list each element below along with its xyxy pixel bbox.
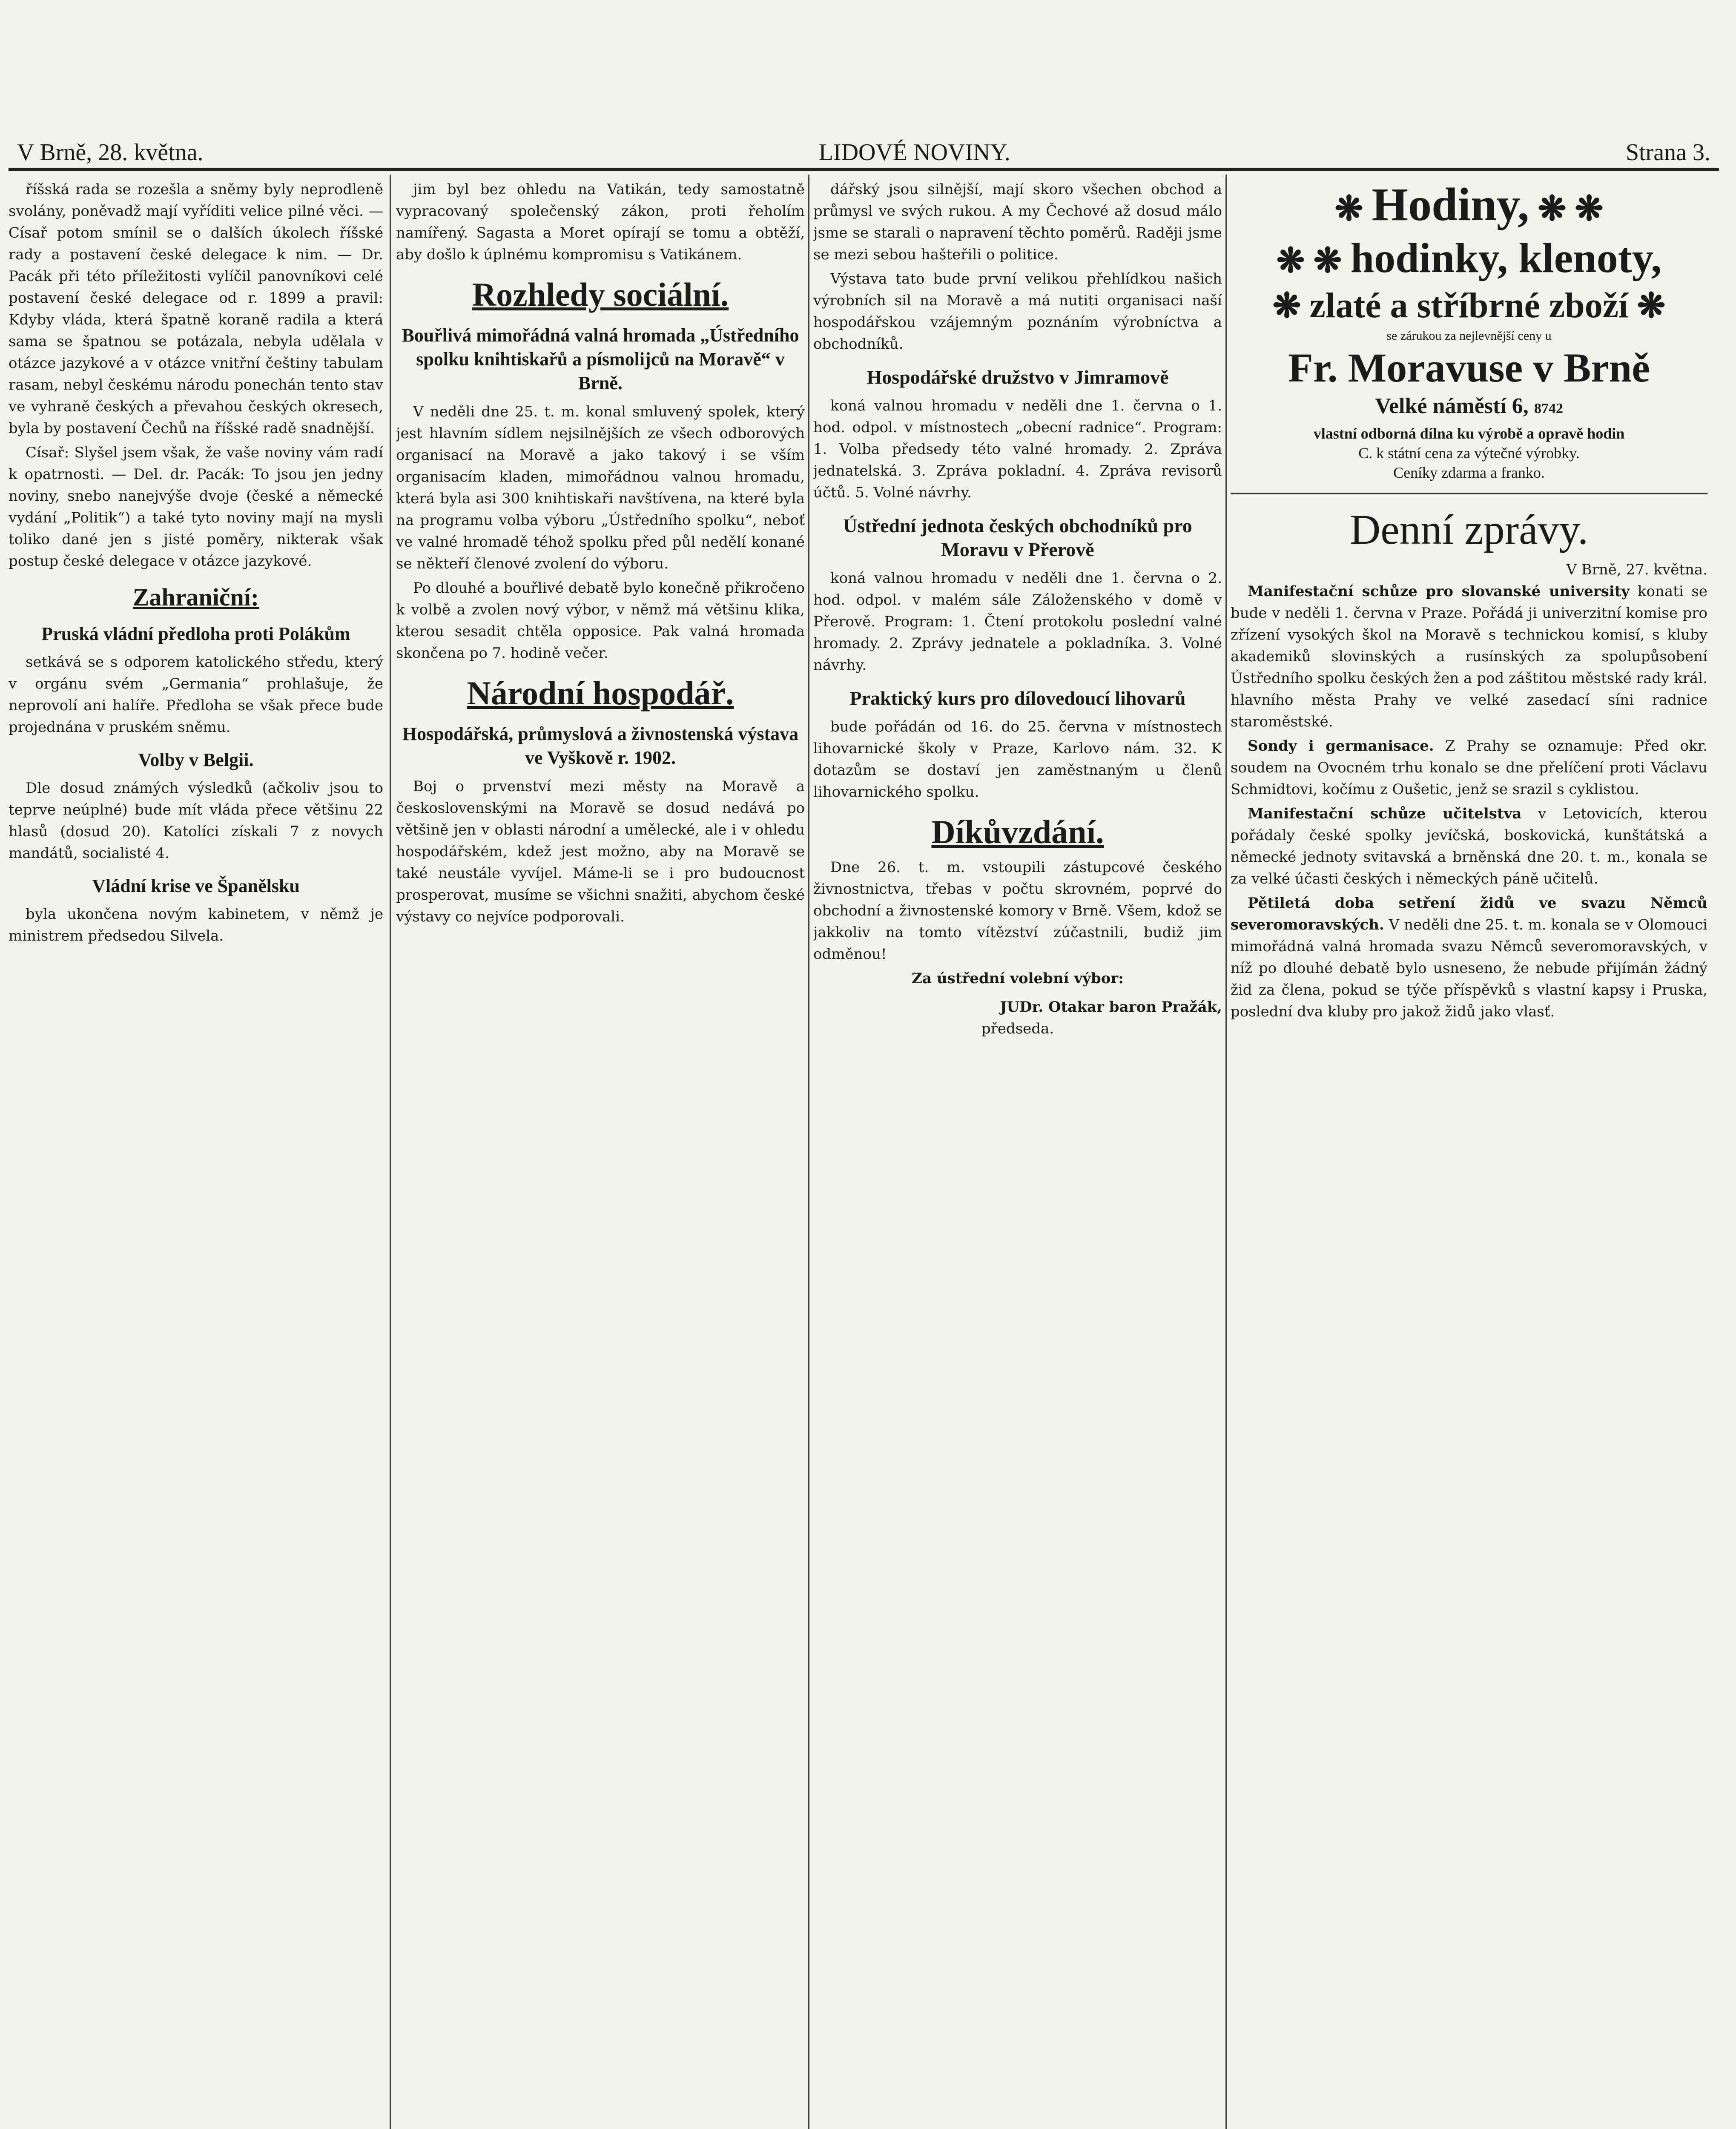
article-headline: Vládní krise ve Španělsku bbox=[92, 875, 300, 896]
article-text: v Letovicích, kterou pořádaly české spolky jevíčská, boskovická, kunštátská a německé jednoty svitavská a brněnská dne 20. t. m., konala se za velké účasti českých i německých páně učitelů. bbox=[1231, 805, 1707, 887]
header-date: V Brně, 28. května. bbox=[17, 139, 204, 166]
ad-headline: hodinky, klenoty, bbox=[1350, 234, 1662, 281]
article-text: V neděli dne 25. t. m. konal smluvený spolek, který jest hlavním sídlem nejsilnějších ze všech odborových organisací na Moravě a jako takový i se vším organisacím kladen, mimořádnou valnou hromadu, která byla asi 300 knihtiskaři navštívena, na které byla na programu volba výboru „Ústředního spolku“, neboť ve valné hromadě téhož spolku před půl nedělí konané se někteří členové zvolení do výboru. bbox=[396, 403, 805, 572]
column-2 bbox=[396, 179, 805, 2129]
column-3 bbox=[813, 179, 1222, 2129]
article-headline: Praktický kurs pro dílovedoucí lihovarů bbox=[849, 687, 1186, 709]
masthead-title: LIDOVÉ NOVINY. bbox=[818, 139, 1010, 166]
article-text: Boj o prvenství mezi městy na Moravě a československými na Moravě se dosud nedává po většině jen v oblasti národní a umělecké, ale i v ohledu hospodářském, kdež jest možno, aby na Moravě se také neustále vyvíjel. Máme-li se i pro budoucnost prosperovat, musíme se všichni snažiti, abychom české výstavy co nejvíce podporovali. bbox=[396, 778, 805, 925]
article-headline: Hospodářská, průmyslová a živnostenská výstava ve Vyškově r. 1902. bbox=[402, 723, 799, 768]
article-text: bude pořádán od 16. do 25. června v místnostech lihovarnické školy v Praze, Karlovo nám. 32. K dotazům se dostaví jen zaměstnaným u členů lihovarnického spolku. bbox=[813, 718, 1222, 801]
advertisement bbox=[1231, 179, 1707, 494]
news-headline: Sondy i germanisace. bbox=[1248, 737, 1434, 755]
signature-role: předseda. bbox=[981, 1020, 1054, 1037]
news-headline: Manifestační schůze pro slovanské university bbox=[1248, 583, 1630, 600]
article-headline: Bouřlivá mimořádná valná hromada „Ústředního spolku knihtiskařů a písmolijců na Moravě“ v Brně. bbox=[402, 325, 799, 393]
article-headline: Ústřední jednota českých obchodníků pro Moravu v Přerově bbox=[843, 515, 1192, 560]
column-divider bbox=[390, 175, 391, 2129]
column-1 bbox=[9, 179, 383, 2129]
article-text: byla ukončena novým kabinetem, v němž je ministrem předsedou Silvela. bbox=[9, 906, 383, 944]
article-text: Dle dosud známých výsledků (ačkoliv jsou to teprve neúplné) bude mít vláda přece většinu 22 hlasů (dosud 20). Katolíci získali 7 z novych mandátů, socialisté 4. bbox=[9, 780, 383, 862]
signature-name: JUDr. Otakar baron Pražák, bbox=[1000, 999, 1222, 1016]
section-heading: Národní hospodář. bbox=[467, 674, 734, 712]
ad-text: Ceníky zdarma a franko. bbox=[1393, 464, 1545, 481]
article-text: koná valnou hromadu v neděli dne 1. června o 1. hod. odpol. v místnostech „obecní radnice“. Program: 1. Volba předsedy této valné hromady. 2. Zpráva jednatelská. 3. Zpráva pokladní. 4. Zpráva revisorů účtů. 5. Volné návrhy. bbox=[813, 397, 1222, 501]
ad-headline: zlaté a stříbrné zboží bbox=[1309, 286, 1629, 325]
ad-headline: Hodiny, bbox=[1372, 179, 1529, 230]
article-text: Z Prahy se oznamuje: Před okr. soudem na Ovocném trhu konalo se dne přelíčení proti Václavu Schmidtovi, kočímu z Oušetic, jenž se srazil s cyklistou. bbox=[1231, 737, 1707, 798]
section-heading: Denní zprávy. bbox=[1350, 506, 1588, 553]
star-ornament-icon: ❋ bbox=[1272, 287, 1310, 325]
page-number: Strana 3. bbox=[1625, 139, 1710, 166]
star-ornament-icon: ❋ bbox=[1628, 287, 1666, 325]
ad-company-name: Fr. Moravuse v Brně bbox=[1288, 345, 1650, 390]
article-text: Císař: Slyšel jsem však, že vaše noviny vám radí k opatrnosti. — Del. dr. Pacák: To jsou jen jedny noviny, snebo nanejvýše dvoje (české a německé vydání „Politik“) a také tyto noviny mají na mysli toliko dané jen s jisté poměry, nikterak však postup české delegace v otázce jazykové. bbox=[9, 444, 383, 570]
article-headline: Volby v Belgii. bbox=[138, 749, 254, 770]
article-text: setkává se s odporem katolického středu, který v orgánu svém „Germania“ prohlašuje, že neprovolí ani halíře. Předloha se však přece bude projednána v pruském sněmu. bbox=[9, 654, 383, 736]
article-text: dářský jsou silnější, mají skoro všechen obchod a průmysl ve svých rukou. A my Čechové až dosud málo jsme se starali o napravení těchto poměrů. Raději jsme se mezi sebou hašteřili o politice. bbox=[813, 181, 1222, 263]
article-text: Po dlouhé a bouřlivé debatě bylo konečně přikročeno k volbě a zvolen nový výbor, v němž má většinu klika, kterou sesadit chtěla opposice. Pak valná hromada skončena po 7. hodině večer. bbox=[396, 580, 805, 662]
page-header bbox=[17, 128, 1710, 166]
article-text: konati se bude v neděli 1. června v Praze. Pořádá ji univerzitní komise pro zřízení vysokých škol na Moravě s technickou komisí, s kluby akademiků slovinských a rusínských za spolupůsobení Ústředního spolku českých žen a pod záštitou městské rady král. hlavního města Prahy ve velké zasedací síni radnice staroměstské. bbox=[1231, 583, 1707, 730]
ad-text: vlastní odborná dílna ku výrobě a opravě hodin bbox=[1313, 425, 1625, 442]
ad-text: se zárukou za nejlevnější ceny u bbox=[1386, 329, 1552, 343]
dateline: V Brně, 27. května. bbox=[1566, 561, 1707, 578]
article-headline: Hospodářské družstvo v Jimramově bbox=[867, 366, 1169, 388]
star-ornament-icon: ❋ bbox=[1334, 190, 1372, 228]
star-ornament-icon: ❋ ❋ bbox=[1529, 190, 1604, 228]
section-heading: Zahraniční: bbox=[132, 583, 259, 611]
news-headline: Pětiletá doba setření židů ve svazu Němců severomoravských. bbox=[1231, 895, 1707, 933]
news-headline: Manifestační schůze učitelstva bbox=[1248, 805, 1522, 822]
signature-intro: Za ústřední volební výbor: bbox=[912, 970, 1124, 987]
column-divider bbox=[1225, 175, 1227, 2129]
article-text: Dne 26. t. m. vstoupili zástupcové českého živnostnictva, třebas v počtu skrovném, poprvé do obchodní a živnostenské komory v Brně. Všem, kdož se jakkoliv na tomto vítězství zúčastnili, budiž jim odměnou! bbox=[813, 859, 1222, 963]
header-rule bbox=[9, 168, 1719, 171]
article-text: jim byl bez ohledu na Vatikán, tedy samostatně vypracovaný společenský zákon, proti řeholím namířený. Sagasta a Moret opírají se tomu a obtěží, aby došlo k úplnému kompromisu s Vatikánem. bbox=[396, 181, 805, 263]
column-divider bbox=[808, 175, 809, 2129]
ad-number: 8742 bbox=[1534, 401, 1563, 416]
article-text: koná valnou hromadu v neděli dne 1. června o 2. hod. odpol. v malém sále Záloženského v domě v Přerově. Program: 1. Čtení protokolu poslední valné hromady. 2. Zprávy jednatele a pokladníka. 3. Volné návrhy. bbox=[813, 570, 1222, 674]
section-heading: Díkůvzdání. bbox=[931, 813, 1104, 850]
column-4 bbox=[1231, 179, 1707, 2129]
ad-address: Velké náměstí 6, bbox=[1375, 394, 1529, 418]
star-ornament-icon: ❋ ❋ bbox=[1276, 242, 1351, 280]
article-text: V neděli dne 25. t. m. konala se v Olomouci mimořádná valná hromada svazu Němců severomoravských, v níž po dlouhé debatě bylo usneseno, že nebude přijímán žádný žid za člena, pokud se týče příspěvků s vlastní kapsy i Pruska, poslední dva kluby pro jakož židů jako vlasť. bbox=[1231, 916, 1707, 1020]
article-headline: Pruská vládní předloha proti Polákům bbox=[41, 623, 350, 644]
ad-text: C. k státní cena za výtečné výrobky. bbox=[1358, 445, 1580, 462]
article-text: Výstava tato bude první velikou přehlídkou našich výrobních sil na Moravě a má nutiti organisaci naší hospodářskou vzájemným poznáním výrobníctva a obchodníků. bbox=[813, 270, 1222, 353]
section-heading: Rozhledy sociální. bbox=[472, 276, 729, 313]
article-text: říšská rada se rozešla a sněmy byly neprodleně svolány, poněvadž mají vyříditi velice pilné věci. — Císař potom smínil se o dalších úkolech říšské rady a postavení české delegace k nim. — Dr. Pacák při této příležitosti vylíčil panovníkovi celé postavení české delegace od r. 1899 a pravil: Kdyby vláda, která špatně koraně radila a která sama se špatnou se potázala, nebyla udělala v otázce jazykové a v otázce vnitřní češtiny tabulam rasam, nebyl českému národu ponechán tento stav ve vyhraně českých a převahou českých okresech, byla by postavení Čechů na říšské radě snadnější. bbox=[9, 181, 383, 437]
